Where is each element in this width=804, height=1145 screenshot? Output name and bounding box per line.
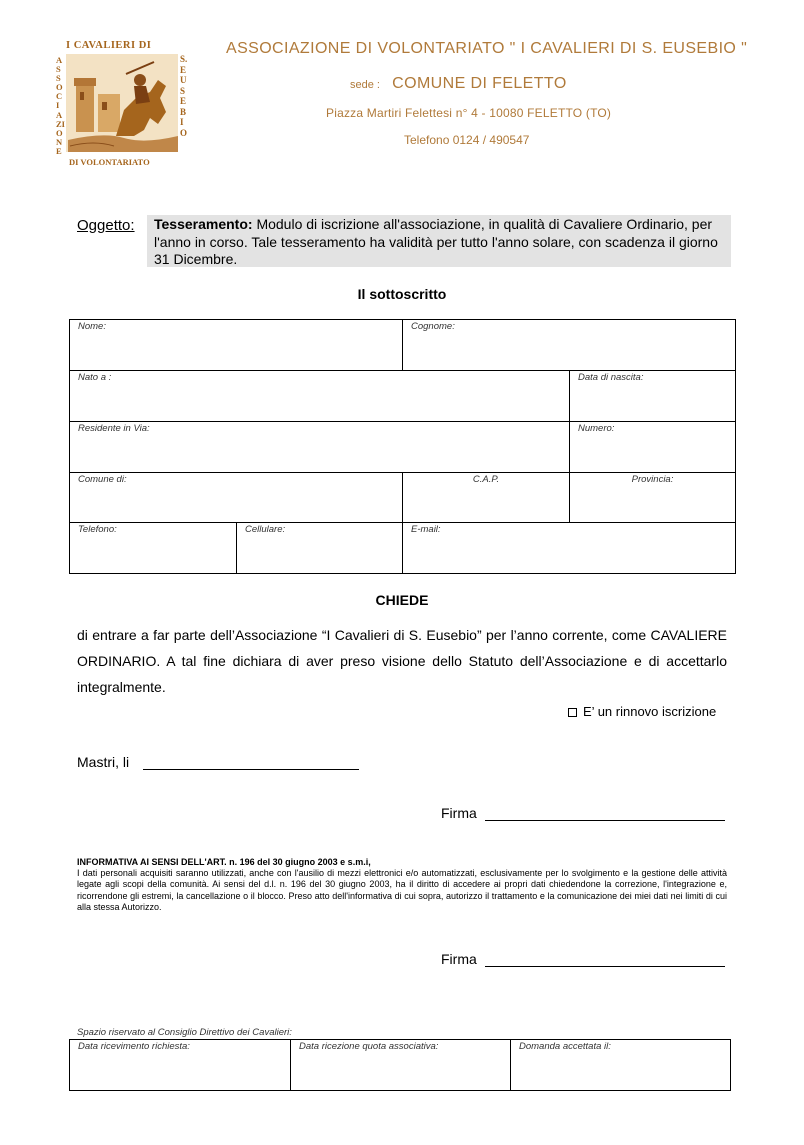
- field-cognome[interactable]: [402, 319, 736, 371]
- reserved-title: Spazio riservato al Consiglio Direttivo dei Cavalieri:: [77, 1027, 292, 1038]
- field-residente[interactable]: [69, 421, 570, 473]
- chiede-heading: CHIEDE: [375, 592, 429, 608]
- label-email: E-mail:: [411, 524, 441, 535]
- field-cellulare[interactable]: [236, 522, 403, 574]
- field-numero[interactable]: [569, 421, 736, 473]
- mastri-label: Mastri, li: [77, 754, 130, 770]
- phone: Telefono 0124 / 490547: [404, 133, 530, 147]
- subject-text: Modulo di iscrizione all'associazione, in qualità di Cavaliere Ordinario, per l'anno in corso. Tale tesseramento ha validità per tutto l'anno solare, con scadenza il giorno 31 Dicembre.: [154, 216, 718, 267]
- label-cognome: Cognome:: [411, 321, 455, 332]
- signature-line-1: [441, 805, 725, 821]
- logo-top-text: I CAVALIERI DI: [66, 40, 152, 51]
- knight-emblem-icon: [54, 40, 192, 170]
- sede-value: COMUNE DI FELETTO: [392, 75, 567, 92]
- field-data-ricevimento[interactable]: [69, 1039, 291, 1091]
- label-cap: C.A.P.: [472, 474, 500, 485]
- field-cap[interactable]: [402, 472, 570, 523]
- field-nome[interactable]: [69, 319, 403, 371]
- rinnovo-option[interactable]: [568, 704, 716, 719]
- label-comune: Comune di:: [78, 474, 127, 485]
- logo-left-text: ASSOCIAZIONE: [56, 55, 65, 156]
- signature-input-2[interactable]: [485, 952, 725, 967]
- place-date-line: [77, 754, 359, 770]
- association-title: ASSOCIAZIONE DI VOLONTARIATO " I CAVALIERI DI S. EUSEBIO ": [226, 40, 748, 57]
- field-nato-a[interactable]: [69, 370, 570, 422]
- privacy-body: I dati personali acquisiti saranno utilizzati, anche con l'ausilio di mezzi elettronici e/o automatizzati, esclusivamente per lo svolgimento e la gestione delle attività legate agli scopi della comunità. Ai sensi del d.l. n. 196 del 30 giugno 2003, ha il diritto di accedere ai propri dati chiedendone la correzione, l'integrazione e, ricorrendone gli estremi, la cancellazione o il blocco. Preso atto dell'informativa di cui sopra, autorizzo il trattamento e la comunicazione dei miei dati nei limiti di cui alla stessa Autorizzo.: [77, 868, 727, 912]
- signature-input-1[interactable]: [485, 806, 725, 821]
- field-telefono[interactable]: [69, 522, 237, 574]
- logo-right-text: S. EUSEBIO: [180, 54, 188, 138]
- label-nome: Nome:: [78, 321, 106, 332]
- rinnovo-checkbox[interactable]: [568, 708, 577, 717]
- label-provincia: Provincia:: [631, 474, 674, 485]
- request-paragraph: di entrare a far parte dell’Associazione “I Cavalieri di S. Eusebio” per l’anno corrente, come CAVALIERE ORDINARIO. A tal fine dichiara di aver preso visione dello Statuto dell’Associazione e di accettarlo integralmente.: [77, 627, 727, 695]
- logo-bottom-text: DI VOLONTARIATO: [69, 157, 150, 167]
- subject-label: Oggetto:: [77, 217, 135, 234]
- label-nato-a: Nato a :: [78, 372, 112, 383]
- signature-line-2: [441, 951, 725, 967]
- label-data-nascita: Data di nascita:: [578, 372, 644, 383]
- rinnovo-label: E’ un rinnovo iscrizione: [583, 704, 717, 719]
- label-data-ricevimento: Data ricevimento richiesta:: [78, 1041, 190, 1052]
- label-data-quota: Data ricezione quota associativa:: [299, 1041, 439, 1052]
- address: Piazza Martiri Felettesi n° 4 - 10080 FELETTO (TO): [326, 106, 612, 120]
- firma-label-2: Firma: [441, 951, 477, 967]
- field-email[interactable]: [402, 522, 736, 574]
- date-input-line[interactable]: [143, 755, 359, 770]
- association-logo: [54, 40, 192, 170]
- firma-label-1: Firma: [441, 805, 477, 821]
- privacy-title: INFORMATIVA AI SENSI DELL'ART. n. 196 del 30 giugno 2003 e s.m.i,: [77, 857, 371, 867]
- field-domanda-accettata[interactable]: [510, 1039, 731, 1091]
- sede-line: [350, 75, 567, 93]
- label-domanda-accettata: Domanda accettata il:: [519, 1041, 611, 1052]
- label-telefono: Telefono:: [78, 524, 117, 535]
- label-numero: Numero:: [578, 423, 615, 434]
- label-cellulare: Cellulare:: [245, 524, 286, 535]
- field-provincia[interactable]: [569, 472, 736, 523]
- subject-bold: Tesseramento:: [154, 216, 253, 232]
- subject-box: [147, 215, 731, 267]
- field-comune[interactable]: [69, 472, 403, 523]
- field-data-quota[interactable]: [290, 1039, 511, 1091]
- field-data-nascita[interactable]: [569, 370, 736, 422]
- sede-label: sede :: [350, 79, 380, 91]
- sottoscritto-heading: Il sottoscritto: [357, 286, 447, 302]
- label-residente: Residente in Via:: [78, 423, 150, 434]
